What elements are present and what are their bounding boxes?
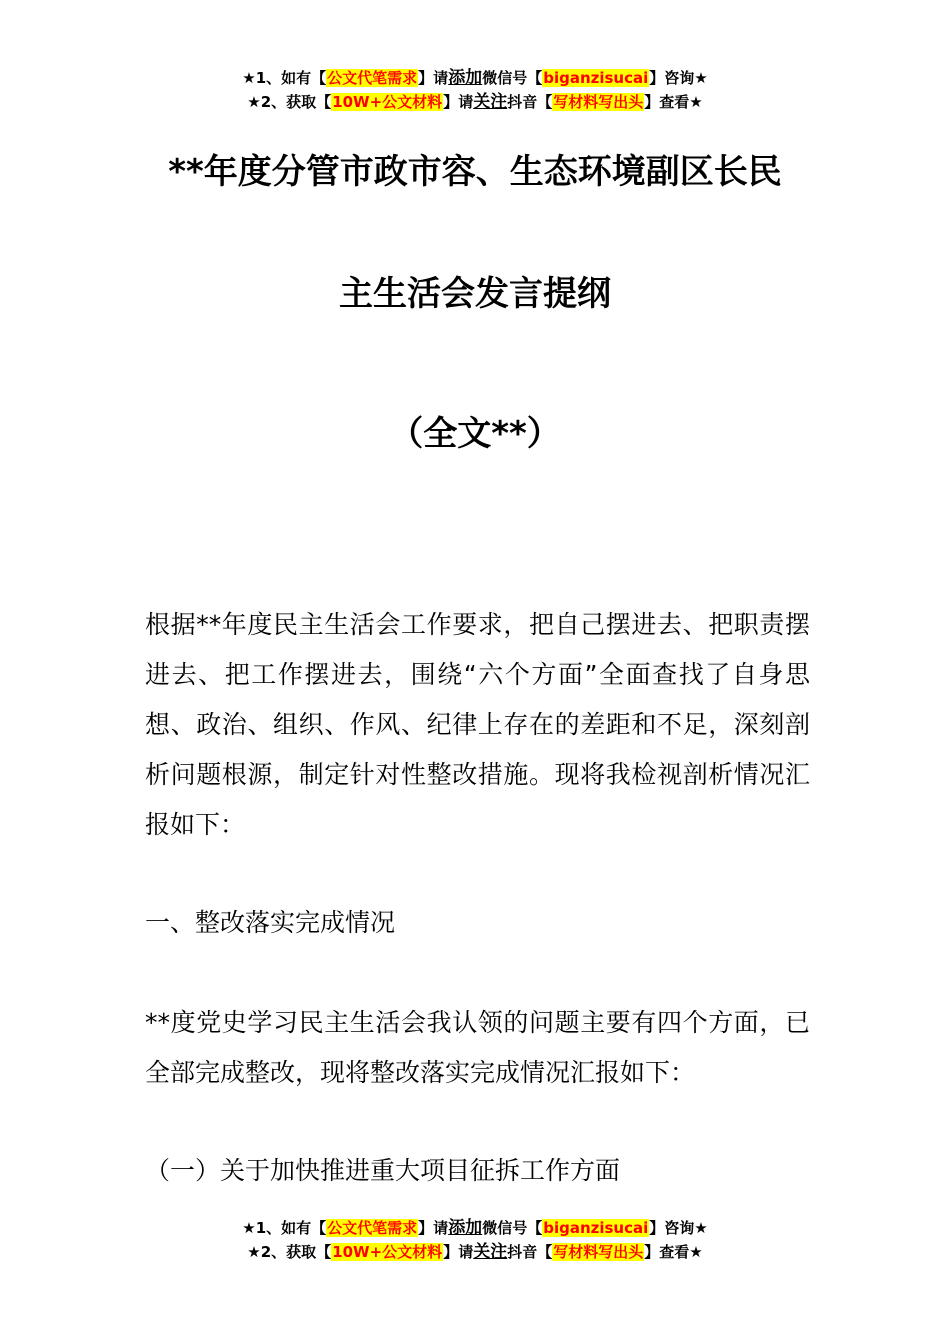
section-heading: 一、整改落实完成情况 — [145, 908, 396, 937]
intro-paragraph: 根据**年度民主生活会工作要求，把自己摆进去、把职责摆进去、把工作摆进去，围绕“六个方面”全面查找了自身思想、政治、组织、作风、纪律上存在的差距和不足，深刻剖析问题根源，制定针对性整改措施。现将我检视剖析情况汇报如下： — [145, 610, 810, 839]
notice-text: ★2、获取【 — [247, 1243, 332, 1261]
highlight-douyin-account: 写材料写出头 — [553, 1243, 644, 1261]
notice-text: 】咨询★ — [649, 69, 708, 87]
notice-text: 微信号【 — [482, 69, 543, 87]
notice-text: 抖音【 — [507, 1243, 553, 1261]
document-title-line-3: （全文**） — [389, 414, 561, 454]
notice-text: ★1、如有【 — [242, 69, 327, 87]
notice-underline: 关注 — [473, 92, 508, 112]
notice-line-2 — [0, 90, 950, 114]
notice-text: 微信号【 — [482, 1219, 543, 1237]
notice-text: 】查看★ — [644, 93, 703, 111]
document-title-line-1: **年度分管市政市容、生态环境副区长民 — [168, 152, 782, 192]
highlight-materials: 10W+公文材料 — [332, 1243, 443, 1261]
notice-text: 抖音【 — [507, 93, 553, 111]
highlight-service: 公文代笔需求 — [327, 1219, 418, 1237]
notice-text: 】查看★ — [644, 1243, 703, 1261]
highlight-wechat-id: biganzisucai — [543, 1219, 649, 1237]
notice-text: ★1、如有【 — [242, 1219, 327, 1237]
highlight-wechat-id: biganzisucai — [543, 69, 649, 87]
notice-underline: 添加 — [448, 68, 483, 88]
notice-text: 】咨询★ — [649, 1219, 708, 1237]
header-notice — [0, 66, 950, 114]
highlight-materials: 10W+公文材料 — [332, 93, 443, 111]
section-paragraph: **度党史学习民主生活会我认领的问题主要有四个方面，已全部完成整改，现将整改落实完成情况汇报如下： — [145, 1008, 810, 1087]
highlight-douyin-account: 写材料写出头 — [553, 93, 644, 111]
notice-text: 】请 — [418, 69, 449, 87]
notice-line-1 — [0, 1216, 950, 1240]
footer-notice — [0, 1216, 950, 1264]
notice-line-1 — [0, 66, 950, 90]
highlight-service: 公文代笔需求 — [327, 69, 418, 87]
notice-text: 】请 — [418, 1219, 449, 1237]
document-title-line-2: 主生活会发言提纲 — [339, 274, 611, 314]
notice-text: 】请 — [443, 1243, 474, 1261]
notice-line-2 — [0, 1240, 950, 1264]
subsection-heading: （一）关于加快推进重大项目征拆工作方面 — [145, 1156, 621, 1185]
notice-text: ★2、获取【 — [247, 93, 332, 111]
notice-text: 】请 — [443, 93, 474, 111]
notice-underline: 关注 — [473, 1242, 508, 1262]
notice-underline: 添加 — [448, 1218, 483, 1238]
